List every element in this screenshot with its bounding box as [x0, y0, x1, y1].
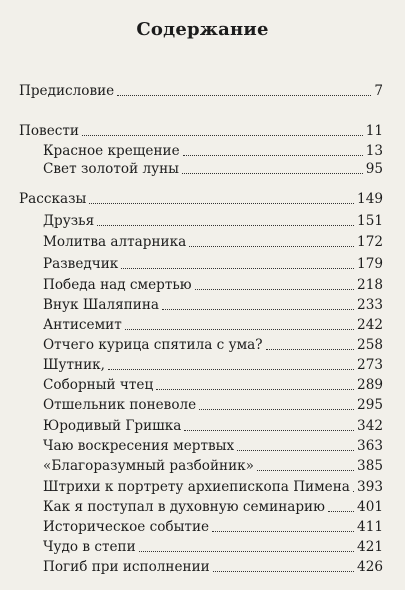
toc-entry-page-number: 421	[357, 539, 383, 555]
dot-leader	[199, 409, 354, 410]
toc-entry	[0, 140, 405, 159]
toc-entry-page-number: 342	[357, 418, 383, 434]
toc-entry	[0, 334, 405, 353]
toc-entry	[0, 80, 405, 99]
toc-entry-title: Победа над смертью	[43, 277, 192, 293]
toc-entry-title: Антисемит	[43, 317, 122, 333]
dot-leader	[82, 135, 363, 136]
dot-leader	[156, 389, 354, 390]
dot-leader	[89, 203, 354, 204]
dot-leader	[117, 95, 371, 96]
toc-entry	[0, 314, 405, 333]
dot-leader	[328, 511, 354, 512]
toc-entry-page-number: 258	[357, 337, 383, 353]
toc-entry	[0, 274, 405, 293]
dot-leader	[125, 329, 354, 330]
toc-entry	[0, 455, 405, 474]
toc-entry	[0, 415, 405, 434]
dot-leader	[212, 531, 354, 532]
toc-entry-page-number: 218	[357, 277, 383, 293]
toc-entry-page-number: 11	[365, 123, 383, 139]
toc-entry	[0, 294, 405, 313]
toc-entry-title: Штрихи к портрету архиепископа Пимена	[43, 479, 350, 495]
toc-entry	[0, 394, 405, 413]
toc-entry-page-number: 7	[374, 83, 383, 99]
toc-entry-title: Чаю воскресения мертвых	[43, 438, 235, 454]
toc-entry-page-number: 149	[357, 191, 383, 207]
toc-entry-title: Шутник,	[43, 357, 105, 373]
toc-entry-title: Предисловие	[19, 83, 115, 99]
toc-entry-page-number: 295	[357, 397, 383, 413]
toc-entry-page-number: 289	[357, 377, 383, 393]
toc-entry-page-number: 151	[357, 213, 383, 229]
dot-leader	[139, 551, 354, 552]
dot-leader	[162, 309, 354, 310]
toc-entry-title: Отшельник поневоле	[43, 397, 197, 413]
toc-entry-page-number: 13	[365, 143, 383, 159]
dot-leader	[266, 349, 355, 350]
toc-entry-title: Чудо в степи	[43, 539, 136, 555]
toc-entry-page-number: 385	[357, 458, 383, 474]
toc-entry	[0, 231, 405, 250]
toc-entry	[0, 516, 405, 535]
toc-entry-title: Молитва алтарника	[43, 234, 187, 250]
dot-leader	[184, 430, 354, 431]
dot-leader	[182, 173, 363, 174]
toc-entry	[0, 374, 405, 393]
toc-entry-page-number: 411	[357, 519, 383, 535]
toc-entry-page-number: 179	[357, 256, 383, 272]
dot-leader	[97, 225, 354, 226]
page-title: Содержание	[136, 19, 269, 40]
dot-leader	[237, 450, 354, 451]
toc-entry-page-number: 273	[357, 357, 383, 373]
toc-entry-page-number: 95	[365, 161, 383, 177]
toc-entry	[0, 476, 405, 495]
toc-entry-title: Внук Шаляпина	[43, 297, 159, 313]
toc-entry-title: Отчего курица спятила с ума?	[43, 337, 263, 353]
toc-entry	[0, 158, 405, 177]
toc-entry-title: Свет золотой луны	[43, 161, 179, 177]
toc-entry	[0, 435, 405, 454]
toc-entry	[0, 354, 405, 373]
toc-entry-title: Соборный чтец	[43, 377, 154, 393]
toc-entry	[0, 210, 405, 229]
toc-entry	[0, 188, 405, 207]
toc-entry-title: Юродивый Гришка	[43, 418, 182, 434]
toc-entry	[0, 496, 405, 515]
toc-entry-title: Историческое событие	[43, 519, 210, 535]
toc-entry-title: Как я поступал в духовную семинарию	[43, 499, 325, 515]
toc-entry	[0, 120, 405, 139]
toc-entry	[0, 253, 405, 272]
toc-entry-page-number: 393	[357, 479, 383, 495]
dot-leader	[183, 155, 363, 156]
toc-entry	[0, 536, 405, 555]
toc-entry-title: Погиб при исполнении	[43, 559, 210, 575]
dot-leader	[108, 369, 354, 370]
dot-leader	[213, 571, 354, 572]
toc-entry-title: Рассказы	[19, 191, 87, 207]
toc-entry-page-number: 233	[357, 297, 383, 313]
toc-entry-title: Разведчик	[43, 256, 119, 272]
toc-entry-title: Красное крещение	[43, 143, 180, 159]
toc-entry-page-number: 242	[357, 317, 383, 333]
toc-entry-title: Повести	[19, 123, 79, 139]
toc-entry	[0, 556, 405, 575]
dot-leader	[353, 491, 354, 492]
toc-entry-title: «Благоразумный разбойник»	[43, 458, 254, 474]
toc-entry-page-number: 363	[357, 438, 383, 454]
dot-leader	[257, 470, 354, 471]
toc-entry-page-number: 172	[357, 234, 383, 250]
toc-entry-title: Друзья	[43, 213, 95, 229]
dot-leader	[189, 246, 354, 247]
toc-entry-page-number: 426	[357, 559, 383, 575]
dot-leader	[121, 268, 354, 269]
toc-entry-page-number: 401	[357, 499, 383, 515]
dot-leader	[195, 289, 354, 290]
